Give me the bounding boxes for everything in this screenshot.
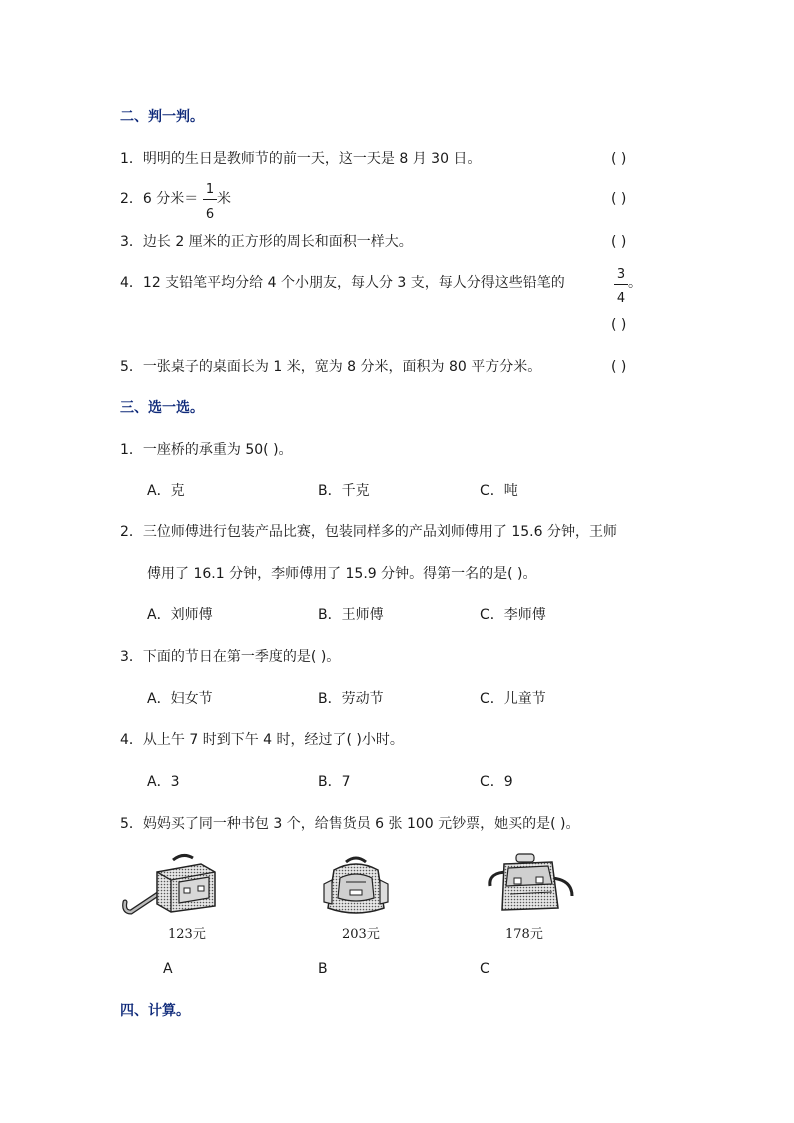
bag-a-price: 123元 bbox=[168, 927, 206, 942]
choice-q1-option-c[interactable]: C．吨 bbox=[480, 483, 518, 499]
section-heading-choose: 三、选一选。 bbox=[120, 400, 204, 416]
section-heading-calculate: 四、计算。 bbox=[120, 1003, 190, 1019]
choice-q1-stem: 1．一座桥的承重为 50( )。 bbox=[120, 442, 293, 458]
bag-a-option[interactable]: A bbox=[163, 961, 173, 977]
fraction-numerator: 1 bbox=[205, 182, 215, 197]
judge-item-4-pre: 4．12 支铅笔平均分给 4 个小朋友，每人分 3 支，每人分得这些铅笔的 bbox=[120, 275, 565, 291]
choice-q5-stem: 5．妈妈买了同一种书包 3 个，给售货员 6 张 100 元钞票，她买的是( )。 bbox=[120, 816, 580, 832]
choice-q3-option-b[interactable]: B．劳动节 bbox=[318, 691, 384, 707]
backpack-image[interactable] bbox=[320, 854, 392, 918]
judge-item-1: 1．明明的生日是教师节的前一天，这一天是 8 月 30 日。 bbox=[120, 151, 482, 167]
choice-q1-option-a[interactable]: A．克 bbox=[147, 483, 185, 499]
fraction-bar bbox=[203, 199, 217, 200]
choice-q4-option-a[interactable]: A．3 bbox=[147, 774, 180, 790]
choice-q2-option-b[interactable]: B．王师傅 bbox=[318, 607, 384, 623]
answer-paren-2[interactable]: ( ) bbox=[611, 191, 627, 207]
fraction-numerator: 3 bbox=[616, 267, 626, 282]
messenger-bag-image[interactable] bbox=[121, 850, 221, 920]
answer-paren-5[interactable]: ( ) bbox=[611, 359, 627, 375]
judge-item-4-post: 。 bbox=[628, 275, 642, 291]
section-heading-judge: 二、判一判。 bbox=[120, 109, 204, 125]
satchel-image[interactable] bbox=[486, 850, 574, 916]
choice-q1-option-b[interactable]: B．千克 bbox=[318, 483, 370, 499]
fraction-denominator: 6 bbox=[205, 207, 215, 222]
bag-c-price: 178元 bbox=[505, 927, 543, 942]
choice-q2-stem-line1: 2．三位师傅进行包装产品比赛，包装同样多的产品刘师傅用了 15.6 分钟，王师 bbox=[120, 524, 617, 540]
bag-b-option[interactable]: B bbox=[318, 961, 328, 977]
answer-paren-4[interactable]: ( ) bbox=[611, 317, 627, 333]
bag-b-price: 203元 bbox=[342, 927, 380, 942]
choice-q2-stem-line2: 傅用了 16.1 分钟，李师傅用了 15.9 分钟。得第一名的是( )。 bbox=[147, 566, 537, 582]
fraction-bar bbox=[614, 284, 628, 285]
judge-item-5: 5．一张桌子的桌面长为 1 米，宽为 8 分米，面积为 80 平方分米。 bbox=[120, 359, 542, 375]
choice-q3-option-a[interactable]: A．妇女节 bbox=[147, 691, 213, 707]
judge-item-3: 3．边长 2 厘米的正方形的周长和面积一样大。 bbox=[120, 234, 413, 250]
answer-paren-3[interactable]: ( ) bbox=[611, 234, 627, 250]
fraction-denominator: 4 bbox=[616, 291, 626, 306]
choice-q2-option-a[interactable]: A．刘师傅 bbox=[147, 607, 213, 623]
judge-item-2-post: 米 bbox=[217, 191, 231, 207]
choice-q2-option-c[interactable]: C．李师傅 bbox=[480, 607, 546, 623]
choice-q4-stem: 4．从上午 7 时到下午 4 时，经过了( )小时。 bbox=[120, 732, 404, 748]
choice-q4-option-b[interactable]: B．7 bbox=[318, 774, 351, 790]
choice-q3-stem: 3．下面的节日在第一季度的是( )。 bbox=[120, 649, 341, 665]
answer-paren-1[interactable]: ( ) bbox=[611, 151, 627, 167]
choice-q4-option-c[interactable]: C．9 bbox=[480, 774, 513, 790]
judge-item-2-pre: 2．6 分米＝ bbox=[120, 191, 199, 207]
bag-c-option[interactable]: C bbox=[480, 961, 490, 977]
choice-q3-option-c[interactable]: C．儿童节 bbox=[480, 691, 546, 707]
